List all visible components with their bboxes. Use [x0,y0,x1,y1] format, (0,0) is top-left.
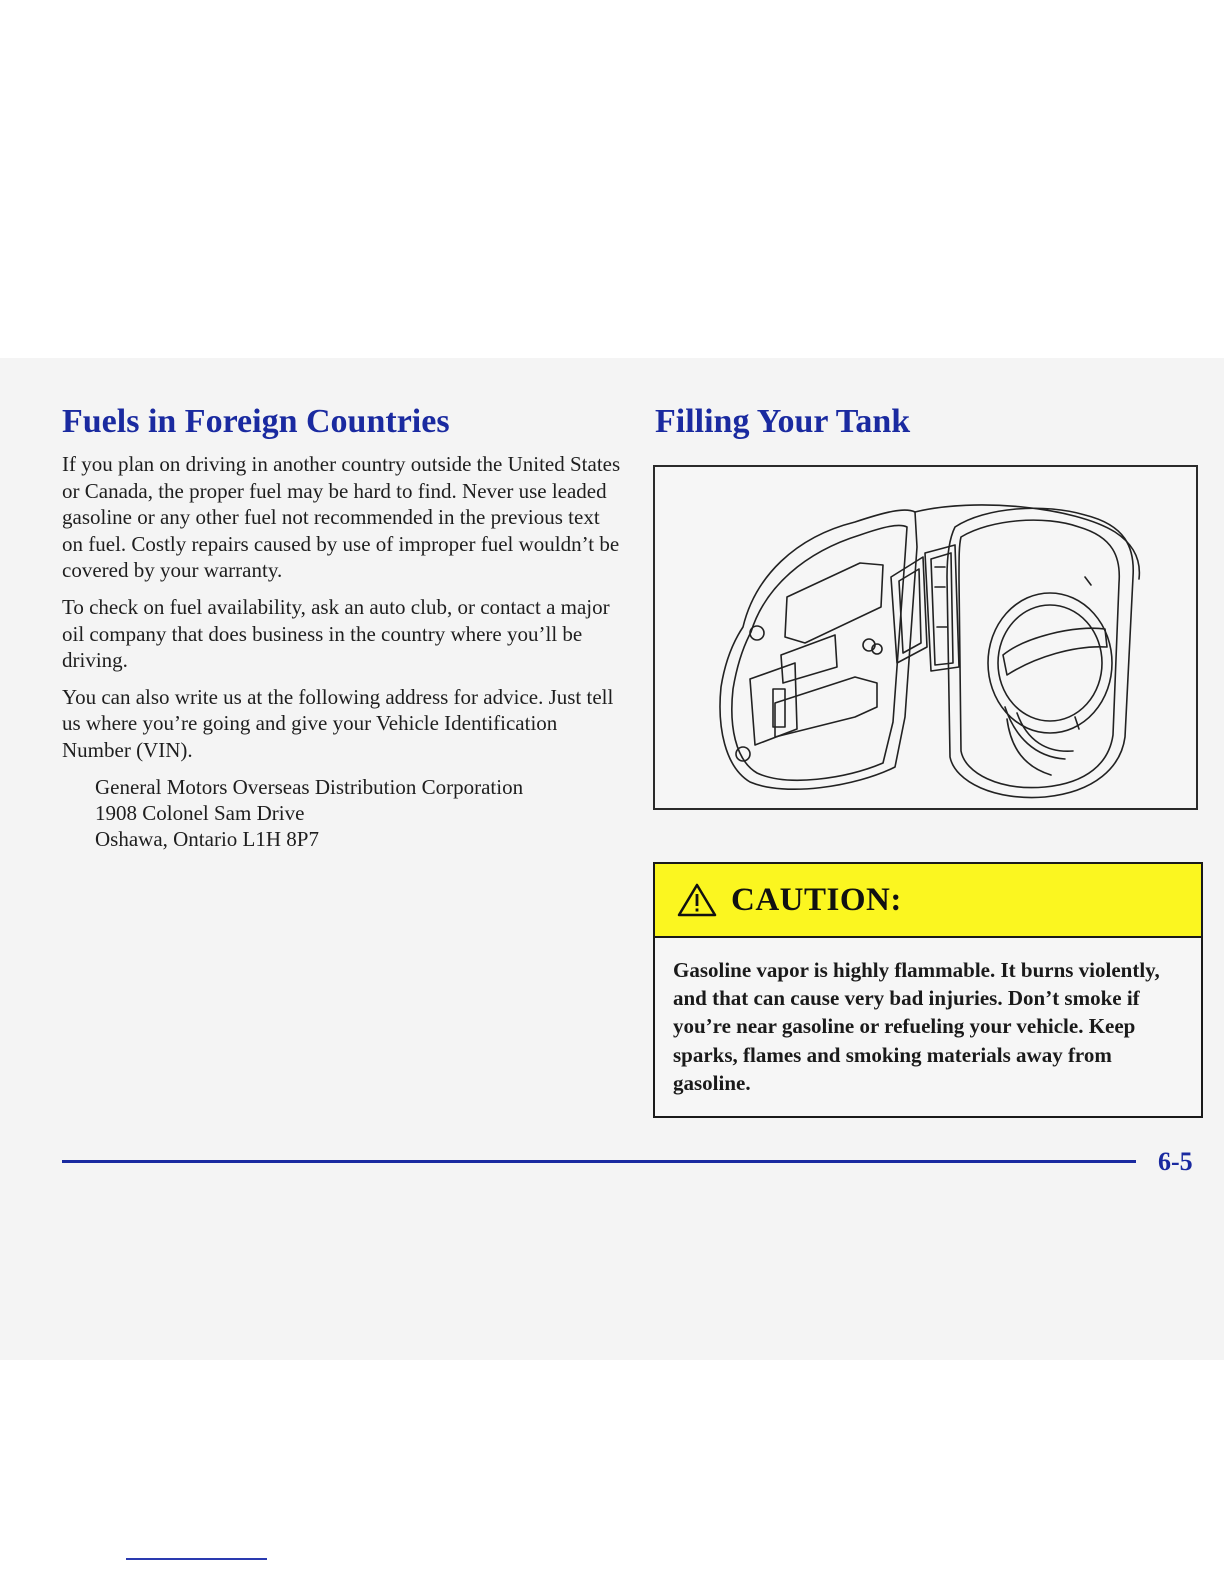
warning-triangle-icon [677,883,717,917]
address-line-city: Oshawa, Ontario L1H 8P7 [95,826,319,851]
bottom-divider [126,1558,267,1560]
mailing-address [95,774,622,852]
paragraph-write-us: You can also write us at the following address for advice. Just tell us where you’re going and give your Vehicle Identification Number (VIN). [62,684,614,762]
caution-title: CAUTION: [731,881,902,918]
footer-rule [62,1160,1136,1163]
caution-box [653,862,1203,1118]
paragraph-improper-fuel: If you plan on driving in another country outside the United States or Canada, the proper fuel may be hard to find. Never use leaded gasoline or any other fuel not recommended in the previous text on fuel. Costly repairs caused by use of improper fuel wouldn’t be covered by your warranty. [62,452,621,583]
fuel-door-figure [653,465,1198,810]
caution-text: Gasoline vapor is highly flammable. It burns violently, and that can cause very bad injuries. Don’t smoke if you’re near gasoline or refueling your vehicle. Keep sparks, flames and smoking materials away from gasoline. [673,958,1160,1095]
left-column [62,451,622,852]
caution-header [655,864,1201,938]
address-line-company: General Motors Overseas Distribution Corporation [95,774,524,799]
address-line-street: 1908 Colonel Sam Drive [95,800,305,825]
fuel-door-open-illustration [655,467,1196,808]
left-section-heading: Fuels in Foreign Countries [62,403,450,440]
page-number: 6-5 [1158,1147,1193,1176]
right-section-heading: Filling Your Tank [655,403,911,440]
paragraph-fuel-availability: To check on fuel availability, ask an auto club, or contact a major oil company that does business in the country where you’ll be driving. [62,594,610,673]
